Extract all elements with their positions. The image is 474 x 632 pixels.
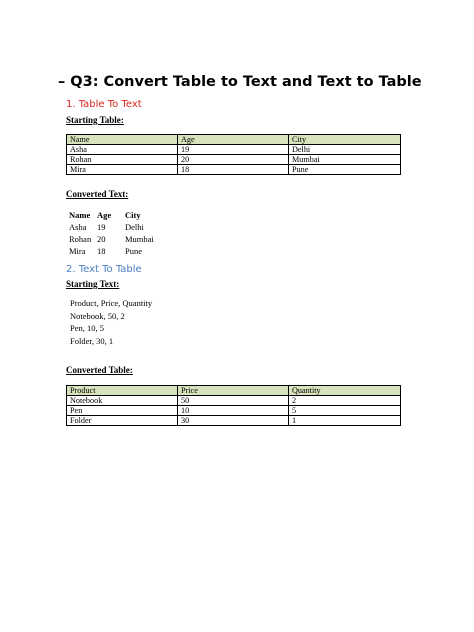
table-cell: 30 xyxy=(178,416,289,426)
table-cell: Delhi xyxy=(289,145,401,155)
table-row xyxy=(67,396,401,406)
table-cell: 20 xyxy=(178,155,289,165)
table-cell: Mira xyxy=(67,165,178,175)
table-cell: Asha xyxy=(67,145,178,155)
table-header-cell: Quantity xyxy=(289,386,401,396)
table-row xyxy=(67,416,401,426)
table-cell: 5 xyxy=(289,406,401,416)
table-cell: Notebook xyxy=(67,396,178,406)
table-cell: 19 xyxy=(178,145,289,155)
converted-text-cell: Asha xyxy=(69,222,87,232)
converted-text-cell: Pune xyxy=(125,246,142,256)
table-header-cell: Price xyxy=(178,386,289,396)
table-header-cell: Age xyxy=(178,135,289,145)
converted-text-cell: Delhi xyxy=(125,222,144,232)
converted-text-cell: Mumbai xyxy=(125,234,154,244)
table-cell: Rohan xyxy=(67,155,178,165)
converted-text-cell: Name xyxy=(69,210,91,220)
table-cell: 2 xyxy=(289,396,401,406)
table-row xyxy=(67,145,401,155)
table-row xyxy=(67,406,401,416)
section-heading-text-to-table: 2. Text To Table xyxy=(66,264,142,275)
table-header-row xyxy=(67,386,401,396)
converted-table-label: Converted Table: xyxy=(66,365,133,375)
converted-text-block xyxy=(69,209,154,257)
table-cell: Pune xyxy=(289,165,401,175)
table-cell: Mumbai xyxy=(289,155,401,165)
table-header-cell: City xyxy=(289,135,401,145)
table-row xyxy=(67,165,401,175)
converted-text-cell: Age xyxy=(97,210,112,220)
converted-text-cell: Mira xyxy=(69,246,86,256)
starting-text-line: Pen, 10, 5 xyxy=(70,323,104,333)
starting-table-label: Starting Table: xyxy=(66,115,124,125)
converted-text-cell: 18 xyxy=(97,246,106,256)
converted-text-cell: 19 xyxy=(97,222,106,232)
converted-table xyxy=(66,385,401,426)
starting-text-label: Starting Text: xyxy=(66,279,120,289)
table-header-cell: Name xyxy=(67,135,178,145)
table-cell: 50 xyxy=(178,396,289,406)
starting-table xyxy=(66,134,401,175)
converted-text-label: Converted Text: xyxy=(66,189,129,199)
table-cell: Folder xyxy=(67,416,178,426)
table-cell: 18 xyxy=(178,165,289,175)
table-row xyxy=(67,155,401,165)
starting-text-line: Notebook, 50, 2 xyxy=(70,310,125,321)
page-title: – Q3: Convert Table to Text and Text to Table xyxy=(58,74,422,90)
starting-text-line: Product, Price, Quantity xyxy=(70,298,153,308)
converted-text-cell: 20 xyxy=(97,234,106,244)
section-heading-table-to-text: 1. Table To Text xyxy=(66,99,142,110)
converted-text-cell: City xyxy=(125,210,141,220)
table-cell: 1 xyxy=(289,416,401,426)
converted-text-cell: Rohan xyxy=(69,234,92,244)
converted-text-line xyxy=(69,245,154,257)
table-cell: 10 xyxy=(178,406,289,416)
converted-text-line xyxy=(69,221,154,233)
converted-text-line xyxy=(69,233,154,245)
starting-text-line: Folder, 30, 1 xyxy=(70,335,114,346)
converted-text-header xyxy=(69,209,154,221)
table-cell: Pen xyxy=(67,406,178,416)
table-header-row xyxy=(67,135,401,145)
starting-text-block xyxy=(70,297,152,347)
table-header-cell: Product xyxy=(67,386,178,396)
